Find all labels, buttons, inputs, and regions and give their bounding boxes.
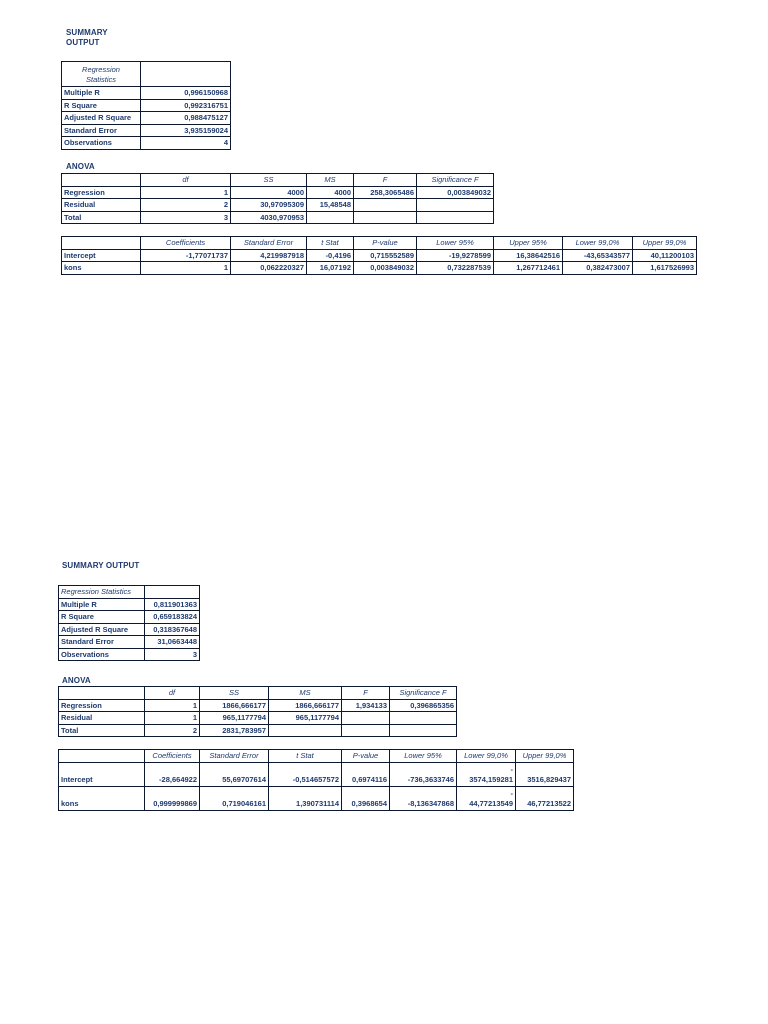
stat-value: 31,0663448 bbox=[145, 636, 200, 649]
stat-value: 0,811901363 bbox=[145, 598, 200, 611]
table-header-row bbox=[62, 174, 494, 187]
minus-sign: - bbox=[510, 766, 513, 774]
regression-statistics-header bbox=[62, 62, 141, 87]
coef-header: Coefficients bbox=[145, 750, 200, 763]
coef-cell: 4,219987918 bbox=[231, 249, 307, 262]
table-row bbox=[62, 199, 494, 212]
cell-f bbox=[342, 724, 390, 737]
stat-label: R Square bbox=[59, 611, 145, 624]
cell-sig: 0,003849032 bbox=[417, 186, 494, 199]
cell-sig: 0,396865356 bbox=[390, 699, 457, 712]
empty-cell bbox=[62, 174, 141, 187]
table-row bbox=[62, 262, 697, 275]
coef-cell: 0,715552589 bbox=[354, 249, 417, 262]
cell-sig bbox=[390, 724, 457, 737]
coef-cell: 1,617526993 bbox=[633, 262, 697, 275]
cell-df: 2 bbox=[141, 199, 231, 212]
coef-header: t Stat bbox=[269, 750, 342, 763]
cell-df: 1 bbox=[145, 699, 200, 712]
table-row bbox=[59, 636, 200, 649]
anova-header-f: F bbox=[342, 687, 390, 700]
cell-df: 1 bbox=[141, 186, 231, 199]
coef-header: Lower 99,0% bbox=[457, 750, 516, 763]
row-label: kons bbox=[62, 262, 141, 275]
summary-title-line2: OUTPUT bbox=[66, 38, 100, 47]
cell-sig bbox=[417, 199, 494, 212]
header-line: Regression bbox=[82, 64, 120, 74]
anova-title: ANOVA bbox=[66, 162, 95, 171]
cell-ss: 4000 bbox=[231, 186, 307, 199]
table-row bbox=[59, 762, 574, 786]
table-row bbox=[62, 87, 231, 100]
anova-header-f: F bbox=[354, 174, 417, 187]
stat-label: Standard Error bbox=[62, 124, 141, 137]
coef-cell: 0,732287539 bbox=[417, 262, 494, 275]
row-label: Regression bbox=[59, 699, 145, 712]
stat-value: 3 bbox=[145, 648, 200, 661]
table-row bbox=[59, 611, 200, 624]
anova-header-df: df bbox=[141, 174, 231, 187]
cell-ss: 30,97095309 bbox=[231, 199, 307, 212]
empty-cell bbox=[141, 62, 231, 87]
empty-cell bbox=[59, 750, 145, 763]
coef-cell: 0,3968654 bbox=[342, 786, 390, 810]
coef-header: P-value bbox=[354, 237, 417, 250]
cell-df: 2 bbox=[145, 724, 200, 737]
coef-cell: 1 bbox=[141, 262, 231, 275]
table-row bbox=[59, 724, 457, 737]
stat-label: Standard Error bbox=[59, 636, 145, 649]
cell-ms bbox=[307, 211, 354, 224]
coef-header: Coefficients bbox=[141, 237, 231, 250]
table-row bbox=[59, 712, 457, 725]
anova-header-ss: SS bbox=[200, 687, 269, 700]
row-label: kons bbox=[59, 786, 145, 810]
stat-value: 0,318367648 bbox=[145, 623, 200, 636]
row-label: Total bbox=[59, 724, 145, 737]
cell-f: 258,3065486 bbox=[354, 186, 417, 199]
coef-cell-value: 3574,159281 bbox=[469, 774, 513, 784]
row-label: Total bbox=[62, 211, 141, 224]
coef-cell: 46,77213522 bbox=[516, 786, 574, 810]
cell-f bbox=[354, 211, 417, 224]
cell-ms: 4000 bbox=[307, 186, 354, 199]
coef-cell: 3516,829437 bbox=[516, 762, 574, 786]
table-row bbox=[62, 137, 231, 150]
table-row bbox=[62, 99, 231, 112]
coefficients-table bbox=[58, 749, 574, 811]
table-header-row bbox=[62, 237, 697, 250]
coef-cell: -1,77071737 bbox=[141, 249, 231, 262]
stat-value: 0,988475127 bbox=[141, 112, 231, 125]
coef-cell: -736,3633746 bbox=[390, 762, 457, 786]
coef-cell: -28,664922 bbox=[145, 762, 200, 786]
anova-table bbox=[61, 173, 494, 224]
anova-header-ms: MS bbox=[269, 687, 342, 700]
coef-cell: -0,514657572 bbox=[269, 762, 342, 786]
cell-ms: 965,1177794 bbox=[269, 712, 342, 725]
regression-statistics-table bbox=[58, 585, 200, 661]
row-label: Intercept bbox=[59, 762, 145, 786]
empty-cell bbox=[145, 586, 200, 599]
stat-label: Observations bbox=[62, 137, 141, 150]
regression-statistics-header: Regression Statistics bbox=[59, 586, 145, 599]
coef-header: Upper 99,0% bbox=[633, 237, 697, 250]
stat-label: Adjusted R Square bbox=[59, 623, 145, 636]
cell-ss: 965,1177794 bbox=[200, 712, 269, 725]
table-row bbox=[62, 112, 231, 125]
coef-cell: 0,382473007 bbox=[563, 262, 633, 275]
anova-header-significance-f: Significance F bbox=[390, 687, 457, 700]
stat-label: R Square bbox=[62, 99, 141, 112]
stat-value: 0,992316751 bbox=[141, 99, 231, 112]
anova-header-ss: SS bbox=[231, 174, 307, 187]
coef-cell: -19,9278599 bbox=[417, 249, 494, 262]
row-label: Residual bbox=[59, 712, 145, 725]
table-header-row bbox=[59, 687, 457, 700]
coef-cell: 0,719046161 bbox=[200, 786, 269, 810]
stat-value: 0,996150968 bbox=[141, 87, 231, 100]
cell-ss: 1866,666177 bbox=[200, 699, 269, 712]
coef-header: Lower 95% bbox=[417, 237, 494, 250]
row-label: Regression bbox=[62, 186, 141, 199]
coef-header: Standard Error bbox=[200, 750, 269, 763]
cell-ss: 4030,970953 bbox=[231, 211, 307, 224]
cell-ss: 2831,783957 bbox=[200, 724, 269, 737]
stat-value: 0,659183824 bbox=[145, 611, 200, 624]
anova-table bbox=[58, 686, 457, 737]
cell-ms: 1866,666177 bbox=[269, 699, 342, 712]
coef-header: Upper 99,0% bbox=[516, 750, 574, 763]
cell-f bbox=[342, 712, 390, 725]
table-row bbox=[62, 249, 697, 262]
stat-label: Multiple R bbox=[59, 598, 145, 611]
minus-sign: - bbox=[510, 790, 513, 798]
header-line: Statistics bbox=[85, 74, 116, 84]
anova-header-df: df bbox=[145, 687, 200, 700]
coef-cell-wrapped bbox=[457, 762, 516, 786]
coef-cell: 55,69707614 bbox=[200, 762, 269, 786]
table-header-row bbox=[59, 586, 200, 599]
coef-cell: 0,003849032 bbox=[354, 262, 417, 275]
coef-cell: 1,267712461 bbox=[494, 262, 563, 275]
cell-f: 1,934133 bbox=[342, 699, 390, 712]
empty-cell bbox=[62, 237, 141, 250]
table-header-row bbox=[62, 62, 231, 87]
stat-value: 4 bbox=[141, 137, 231, 150]
coef-cell: 0,062220327 bbox=[231, 262, 307, 275]
coef-cell-wrapped bbox=[457, 786, 516, 810]
table-row bbox=[62, 186, 494, 199]
anova-header-ms: MS bbox=[307, 174, 354, 187]
coef-cell: 16,07192 bbox=[307, 262, 354, 275]
stat-label: Observations bbox=[59, 648, 145, 661]
table-row bbox=[59, 623, 200, 636]
cell-ms bbox=[269, 724, 342, 737]
coef-cell: -8,136347868 bbox=[390, 786, 457, 810]
cell-df: 3 bbox=[141, 211, 231, 224]
summary-title: SUMMARY OUTPUT bbox=[62, 561, 140, 570]
coef-header: Standard Error bbox=[231, 237, 307, 250]
coef-header: t Stat bbox=[307, 237, 354, 250]
coef-cell: 40,11200103 bbox=[633, 249, 697, 262]
table-header-row bbox=[59, 750, 574, 763]
cell-df: 1 bbox=[145, 712, 200, 725]
coef-cell-value: 44,77213549 bbox=[469, 798, 513, 808]
empty-cell bbox=[59, 687, 145, 700]
regression-statistics-table bbox=[61, 61, 231, 150]
coefficients-table bbox=[61, 236, 697, 275]
table-row bbox=[59, 648, 200, 661]
stat-label: Adjusted R Square bbox=[62, 112, 141, 125]
coef-cell: 16,38642516 bbox=[494, 249, 563, 262]
cell-sig bbox=[390, 712, 457, 725]
row-label: Residual bbox=[62, 199, 141, 212]
cell-sig bbox=[417, 211, 494, 224]
cell-ms: 15,48548 bbox=[307, 199, 354, 212]
table-row bbox=[59, 699, 457, 712]
table-row bbox=[59, 598, 200, 611]
stat-label: Multiple R bbox=[62, 87, 141, 100]
table-row bbox=[62, 124, 231, 137]
coef-header: Lower 99,0% bbox=[563, 237, 633, 250]
stat-value: 3,935159024 bbox=[141, 124, 231, 137]
coef-header: Upper 95% bbox=[494, 237, 563, 250]
anova-header-significance-f: Significance F bbox=[417, 174, 494, 187]
coef-cell: -0,4196 bbox=[307, 249, 354, 262]
summary-title-line1: SUMMARY bbox=[66, 28, 108, 37]
cell-f bbox=[354, 199, 417, 212]
coef-header: P-value bbox=[342, 750, 390, 763]
anova-title: ANOVA bbox=[62, 676, 91, 685]
coef-cell: 1,390731114 bbox=[269, 786, 342, 810]
table-row bbox=[59, 786, 574, 810]
coef-header: Lower 95% bbox=[390, 750, 457, 763]
row-label: Intercept bbox=[62, 249, 141, 262]
coef-cell: 0,999999869 bbox=[145, 786, 200, 810]
coef-cell: 0,6974116 bbox=[342, 762, 390, 786]
coef-cell: -43,65343577 bbox=[563, 249, 633, 262]
table-row bbox=[62, 211, 494, 224]
